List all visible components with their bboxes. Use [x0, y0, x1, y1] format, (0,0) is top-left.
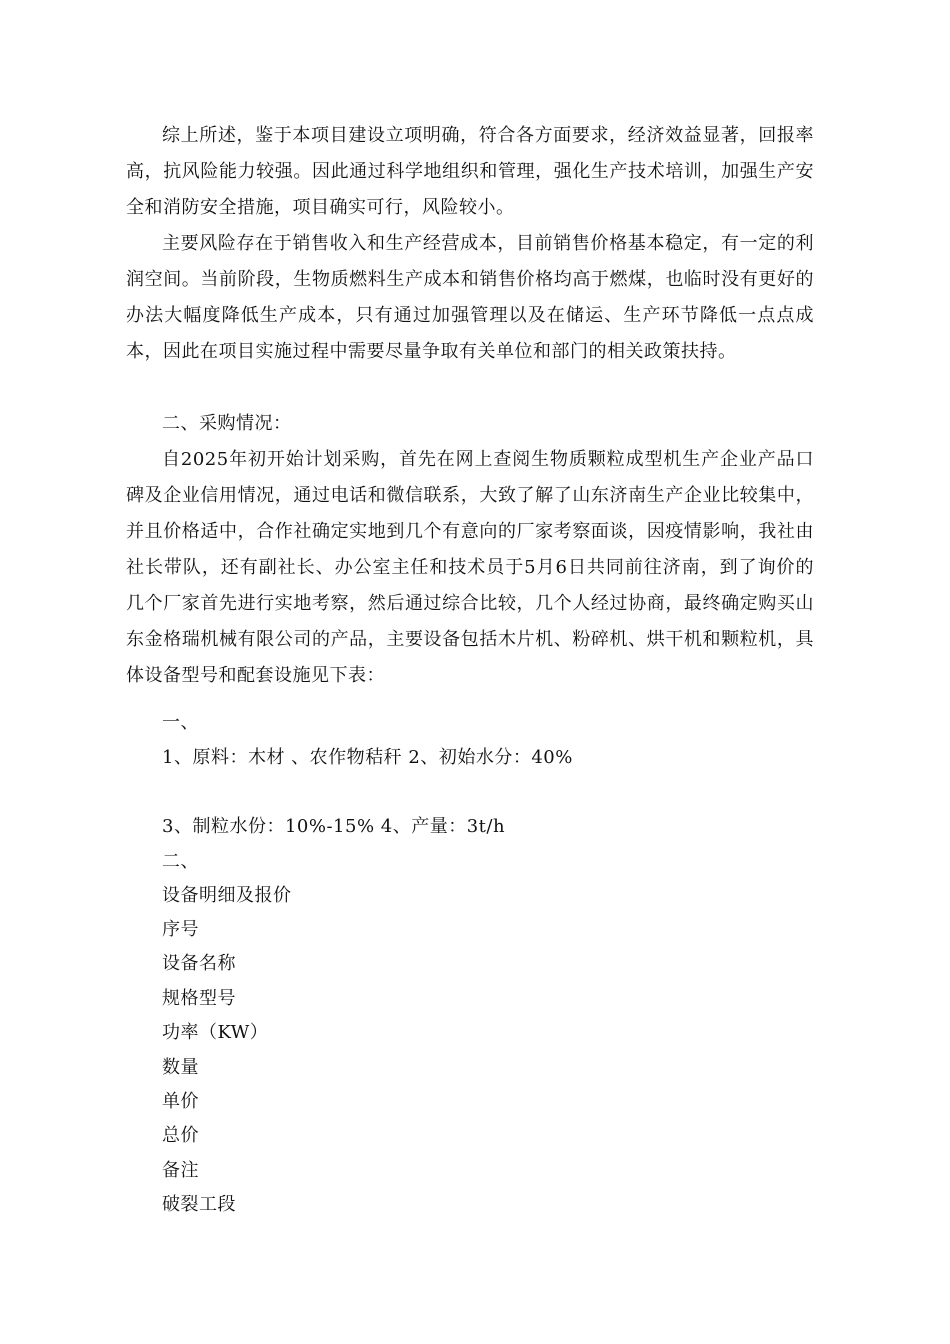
- column-header-total-price: 总价: [162, 1125, 199, 1146]
- section-crushing-stage: 破裂工段: [162, 1194, 236, 1215]
- column-header-name: 设备名称: [162, 953, 236, 974]
- column-header-power: 功率（KW）: [162, 1022, 269, 1043]
- column-header-model: 规格型号: [162, 988, 236, 1009]
- summary-paragraph: 综上所述，鉴于本项目建设立项明确，符合各方面要求，经济效益显著，回报率高，抗风险能力较强。因此通过科学地组织和管理，强化生产技术培训，加强生产安全和消防安全措施，项目确实可行，风险较小。: [126, 125, 814, 218]
- column-header-remarks: 备注: [162, 1160, 199, 1181]
- column-header-serial: 序号: [162, 919, 199, 940]
- column-header-quantity: 数量: [162, 1057, 199, 1078]
- equipment-table-title: 设备明细及报价: [162, 885, 292, 906]
- section-one-label: 一、: [162, 712, 199, 733]
- moisture-output-line: 3、制粒水份：10%-15% 4、产量：3t/h: [162, 816, 506, 837]
- raw-material-line: 1、原料：木材 、农作物秸秆 2、初始水分：40%: [162, 747, 573, 768]
- section-two-label: 二、: [162, 851, 199, 872]
- procurement-paragraph: 自2025年初开始计划采购，首先在网上查阅生物质颗粒成型机生产企业产品口碑及企业信用情况，通过电话和微信联系，大致了解了山东济南生产企业比较集中，并且价格适中，合作社确定实地到几个有意向的厂家考察面谈，因疫情影响，我社由社长带队，还有副社长、办公室主任和技术员于5月6日共同前往济南，到了询价的几个厂家首先进行实地考察，然后通过综合比较，几个人经过协商，最终确定购买山东金格瑞机械有限公司的产品，主要设备包括木片机、粉碎机、烘干机和颗粒机，具体设备型号和配套设施见下表：: [126, 449, 814, 686]
- procurement-heading: 二、采购情况：: [162, 413, 292, 434]
- column-header-unit-price: 单价: [162, 1091, 199, 1112]
- risk-paragraph: 主要风险存在于销售收入和生产经营成本，目前销售价格基本稳定，有一定的利润空间。当前阶段，生物质燃料生产成本和销售价格均高于燃煤，也临时没有更好的办法大幅度降低生产成本，只有通过加强管理以及在储运、生产环节降低一点点成本，因此在项目实施过程中需要尽量争取有关单位和部门的相关政策扶持。: [126, 233, 814, 362]
